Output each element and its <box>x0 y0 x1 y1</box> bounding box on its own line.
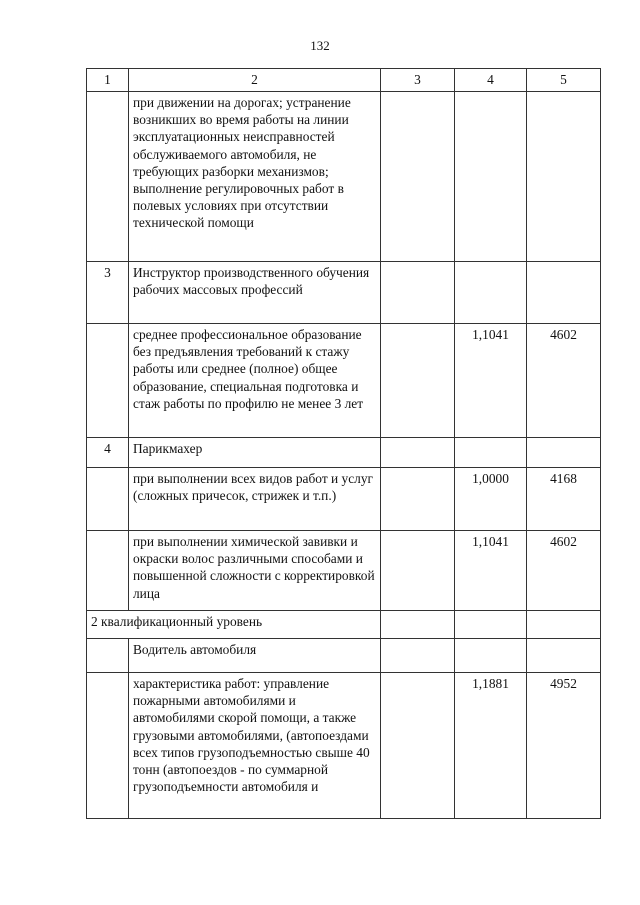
row-number <box>87 531 129 611</box>
table-header-row <box>87 69 601 92</box>
table-row <box>87 673 601 819</box>
row-coefficient <box>455 639 527 673</box>
row-coefficient: 1,1881 <box>455 673 527 819</box>
row-col3 <box>381 468 455 531</box>
table-row <box>87 531 601 611</box>
row-description: при движении на дорогах; устранение возникших во время работы на линии эксплуатационных неисправностей обслуживаемого автомобиля, не требующих разборки механизмов; выполнение регулировочных работ в полевых условиях при отсутствии технической помощи <box>129 92 381 262</box>
row-description: Инструктор производственного обучения рабочих массовых профессий <box>129 262 381 324</box>
row-number <box>87 324 129 438</box>
row-number <box>87 468 129 531</box>
qualification-level-label: 2 квалификационный уровень <box>87 611 381 639</box>
salary-table <box>86 68 601 819</box>
row-coefficient: 1,1041 <box>455 531 527 611</box>
page-number: 132 <box>310 38 330 53</box>
row-col3 <box>381 262 455 324</box>
level-row-col5 <box>527 611 601 639</box>
row-salary <box>527 92 601 262</box>
table-row <box>87 262 601 324</box>
row-coefficient: 1,1041 <box>455 324 527 438</box>
row-col3 <box>381 673 455 819</box>
header-cell-5: 5 <box>527 69 601 92</box>
qualification-level-row <box>87 611 601 639</box>
row-salary <box>527 639 601 673</box>
row-salary: 4952 <box>527 673 601 819</box>
row-number: 3 <box>87 262 129 324</box>
row-coefficient <box>455 438 527 468</box>
row-salary: 4168 <box>527 468 601 531</box>
row-salary <box>527 438 601 468</box>
row-col3 <box>381 438 455 468</box>
header-cell-4: 4 <box>455 69 527 92</box>
row-col3 <box>381 324 455 438</box>
row-coefficient <box>455 262 527 324</box>
row-coefficient <box>455 92 527 262</box>
row-coefficient: 1,0000 <box>455 468 527 531</box>
row-salary: 4602 <box>527 531 601 611</box>
row-number: 4 <box>87 438 129 468</box>
table-row <box>87 639 601 673</box>
row-description: Парикмахер <box>129 438 381 468</box>
table-row <box>87 438 601 468</box>
table-row <box>87 324 601 438</box>
row-col3 <box>381 639 455 673</box>
row-col3 <box>381 92 455 262</box>
row-number <box>87 92 129 262</box>
level-row-col4 <box>455 611 527 639</box>
row-number <box>87 673 129 819</box>
header-cell-2: 2 <box>129 69 381 92</box>
row-description: характеристика работ: управление пожарными автомобилями и автомобилями скорой помощи, а также грузовыми автомобилями, (автопоездами всех типов грузоподъемностью свыше 40 тонн (автопоездов - по суммарной грузоподъемности автомобиля и <box>129 673 381 819</box>
row-description: Водитель автомобиля <box>129 639 381 673</box>
row-number <box>87 639 129 673</box>
row-col3 <box>381 531 455 611</box>
header-cell-3: 3 <box>381 69 455 92</box>
row-description: при выполнении всех видов работ и услуг (сложных причесок, стрижек и т.п.) <box>129 468 381 531</box>
table-row <box>87 468 601 531</box>
row-description: среднее профессиональное образование без предъявления требований к стажу работы или среднее (полное) общее образование, специальная подготовка и стаж работы по профилю не менее 3 лет <box>129 324 381 438</box>
row-salary <box>527 262 601 324</box>
table-row <box>87 92 601 262</box>
row-salary: 4602 <box>527 324 601 438</box>
header-cell-1: 1 <box>87 69 129 92</box>
row-description: при выполнении химической завивки и окраски волос различными способами и повышенной сложности с корректировкой лица <box>129 531 381 611</box>
level-row-col3 <box>381 611 455 639</box>
